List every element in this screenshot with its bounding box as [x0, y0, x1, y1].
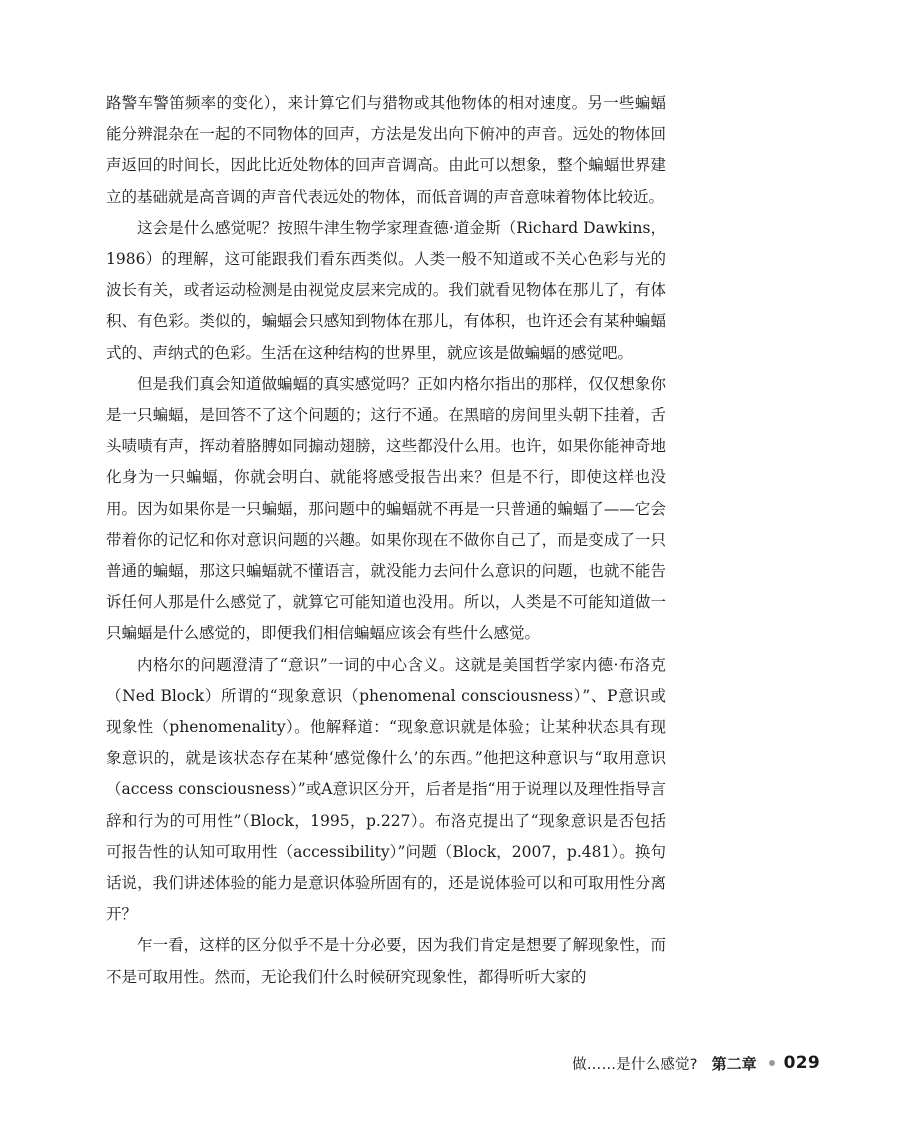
paragraph: 这会是什么感觉呢？按照牛津生物学家理查德·道金斯（Richard Dawkins，1986）的理解，这可能跟我们看东西类似。人类一般不知道或不关心色彩与光的波长有关，或者运动检测是由视觉皮层来完成的。我们就看见物体在那儿了，有体积、有色彩。类似的，蝙蝠会只感知到物体在那儿，有体积，也许还会有某种蝙蝠式的、声纳式的色彩。生活在这种结构的世界里，就应该是做蝙蝠的感觉吧。 — [106, 218, 666, 362]
paragraph-continued: 路警车警笛频率的变化），来计算它们与猎物或其他物体的相对速度。另一些蝙蝠能分辨混杂在一起的不同物体的回声，方法是发出向下俯冲的声音。远处的物体回声返回的时间长，因此比近处物体的回声音调高。由此可以想象，整个蝙蝠世界建立的基础就是高音调的声音代表远处的物体，而低音调的声音意味着物体比较近。 — [106, 94, 666, 206]
chapter-label: 第二章 — [711, 1054, 757, 1073]
running-title: 做……是什么感觉? — [572, 1056, 698, 1073]
paragraph: 乍一看，这样的区分似乎不是十分必要，因为我们肯定是想要了解现象性，而不是可取用性。然而，无论我们什么时候研究现象性，都得听听大家的 — [106, 936, 666, 986]
paragraph: 但是我们真会知道做蝙蝠的真实感觉吗？正如内格尔指出的那样，仅仅想象你是一只蝙蝠，是回答不了这个问题的；这行不通。在黑暗的房间里头朝下挂着，舌头啧啧有声，挥动着胳膊如同搧动翅膀，这些都没什么用。也许，如果你能神奇地化身为一只蝙蝠，你就会明白、就能将感受报告出来？但是不行，即使这样也没用。因为如果你是一只蝙蝠，那问题中的蝙蝠就不再是一只普通的蝙蝠了——它会带着你的记忆和你对意识问题的兴趣。如果你现在不做你自己了，而是变成了一只普通的蝙蝠，那这只蝙蝠就不懂语言，就没能力去问什么意识的问题，也就不能告诉任何人那是什么感觉了，就算它可能知道也没用。所以，人类是不可能知道做一只蝙蝠是什么感觉的，即便我们相信蝙蝠应该会有些什么感觉。 — [106, 374, 666, 643]
body-text — [106, 88, 666, 993]
paragraph: 内格尔的问题澄清了“意识”一词的中心含义。这就是美国哲学家内德·布洛克（Ned Block）所谓的“现象意识（phenomenal consciousness）”、P意识或现象性（phenomenality）。他解释道：“现象意识就是体验；让某种状态具有现象意识的，就是该状态存在某种‘感觉像什么’的东西。”他把这种意识与“取用意识（access consciousness）”或A意识区分开，后者是指“用于说理以及理性指导言辞和行为的可用性”（Block，1995，p.227）。布洛克提出了“现象意识是否包括可报告性的认知可取用性（accessibility）”问题（Block，2007，p.481）。换句话说，我们讲述体验的能力是意识体验所固有的，还是说体验可以和可取用性分离开？ — [106, 655, 666, 924]
bullet-dot-icon — [769, 1060, 775, 1066]
page-footer — [560, 1048, 820, 1078]
page-number: 029 — [783, 1053, 820, 1073]
